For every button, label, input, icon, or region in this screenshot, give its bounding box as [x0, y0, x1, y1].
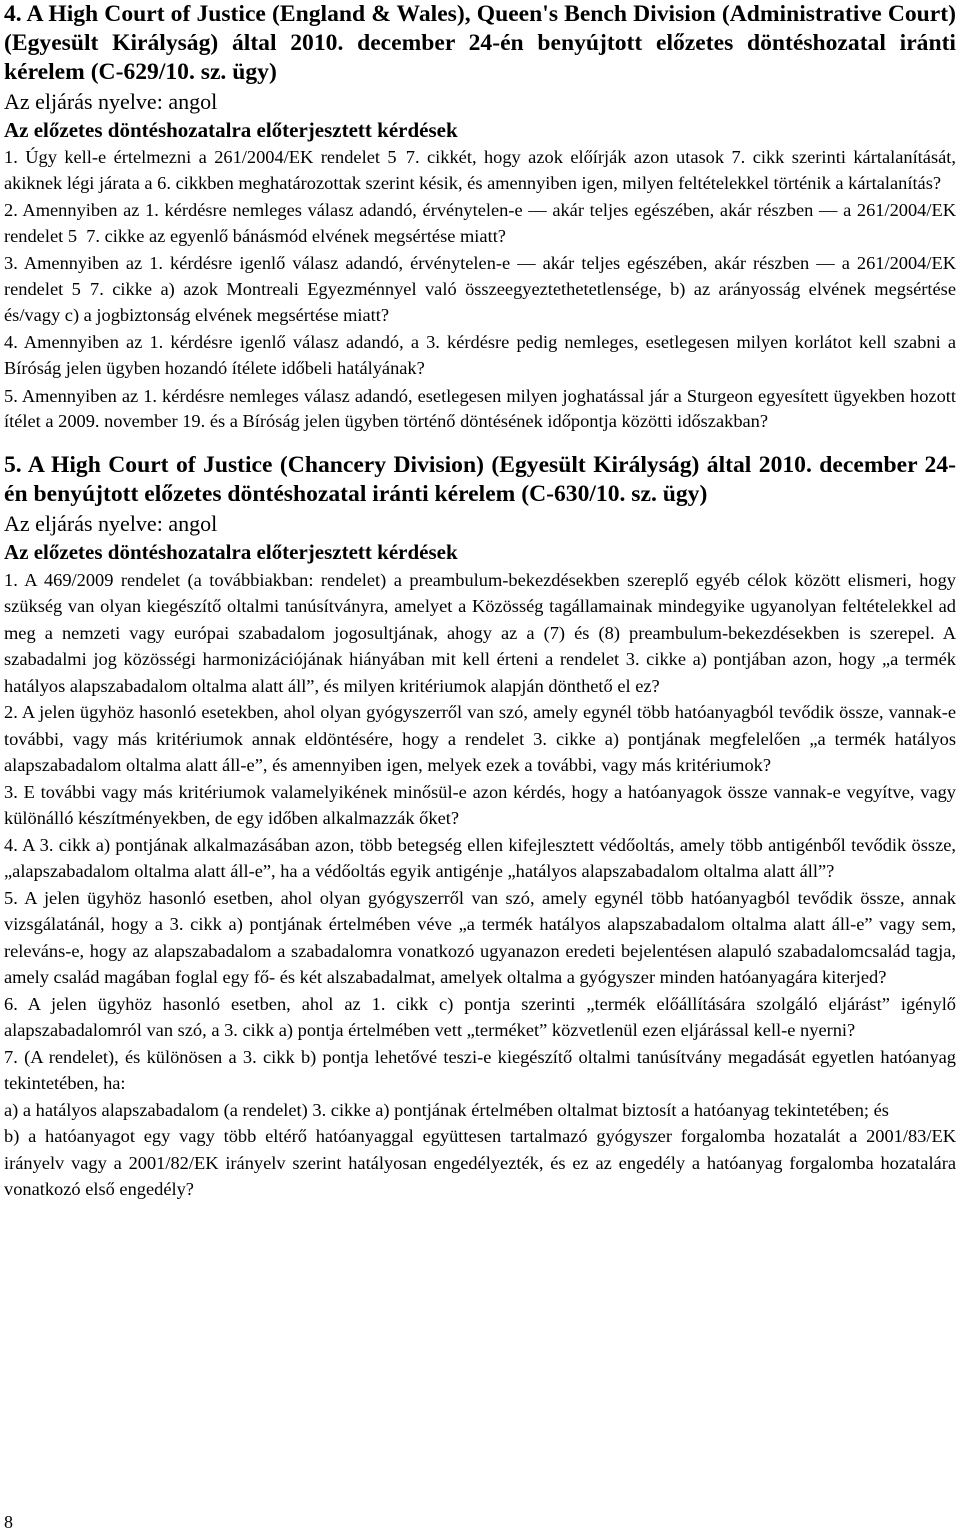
case-c-629-10: [4, 0, 956, 435]
questions-heading: Az előzetes döntéshozatalra előterjesztett kérdések: [4, 118, 458, 142]
procedure-language: Az eljárás nyelve: angol: [4, 510, 218, 536]
case-c-630-10: [4, 451, 956, 1203]
question-paragraph: 5. Amennyiben az 1. kérdésre nemleges válasz adandó, esetlegesen milyen joghatással jár a Sturgeon egyesített ügyekben hozott ítélet a 2009. november 19. és a Bíróság jelen ügyben történő döntésének időpontja közötti időszakban?: [4, 385, 956, 432]
question-paragraph: 4. A 3. cikk a) pontjának alkalmazásában azon, több betegség ellen kifejlesztett védőoltás, amely több antigénből tevődik össze, „alapszabadalom oltalma alatt áll-e”, ha a védőoltás egyik antigénje „hatályos alapszabadalom oltalma alatt áll”?: [4, 834, 956, 882]
question-paragraph: 5. A jelen ügyhöz hasonló esetben, ahol olyan gyógyszerről van szó, amely egynél több hatóanyagból tevődik össze, annak vizsgálatánál, hogy a 3. cikk a) pontjának értelmében véve „a termék hatályos alapszabadalom oltalma alatt áll-e” vagy sem, releváns-e, hogy az alapszabadalom a szabadalomra vonatkozó ugyanazon eredeti bejelentésen alapuló szabadalomcsalád tagja, amely család magában foglal egy fő- és két alszabadalmat, amelyek oltalma a gyógyszer minden hatóanyagára kiterjed?: [4, 887, 956, 988]
question-paragraph: 2. Amennyiben az 1. kérdésre nemleges válasz adandó, érvénytelen-e — akár teljes egészében, akár részben — a 261/2004/EK rendelet 5 7. cikke az egyenlő bánásmód elvének megsértése miatt?: [4, 200, 956, 246]
question-paragraph: 2. A jelen ügyhöz hasonló esetekben, ahol olyan gyógyszerről van szó, amely egynél több hatóanyagból tevődik össze, vannak-e további, vagy más kritériumok annak eldöntésére, hogy a rendelet 3. cikke a) pontjának megfelelően „a termék hatályos alapszabadalom oltalma alatt áll-e”, és amennyiben igen, melyek ezek a további, vagy más kritériumok?: [4, 702, 956, 776]
question-paragraph: 1. Úgy kell-e értelmezni a 261/2004/EK rendelet 5 7. cikkét, hogy azok előírják azon utasok 7. cikk szerinti kártalanítását, akiknek légi járata a 6. cikkben meghatározottak szerint késik, és amennyiben igen, milyen feltételekkel történik a kártalanítás?: [4, 147, 956, 193]
document-page: [4, 0, 956, 1203]
page-number: 8: [4, 1512, 13, 1532]
questions-heading: Az előzetes döntéshozatalra előterjesztett kérdések: [4, 539, 458, 564]
question-paragraph: 1. A 469/2009 rendelet (a továbbiakban: rendelet) a preambulum-bekezdésekben szereplő egyéb célok között elismeri, hogy szükség van olyan kiegészítő oltalmi tanúsítványra, amelyet a Közösség tagállamainak mindegyike ugyanolyan feltételekkel ad meg a nemzeti vagy európai szabadalom jogosultjának, ahogy az a (7) és (8) preambulum-bekezdésekben is szerepel. A szabadalmi jog közösségi harmonizációjának hiányában mit kell érteni a rendelet 3. cikke a) pontjában azon, hogy „a termék hatályos alapszabadalom oltalma alatt áll”, és milyen kritériumok alapján dönthető el ez?: [4, 569, 956, 696]
question-subpoint: a) a hatályos alapszabadalom (a rendelet) 3. cikke a) pontjának értelmében oltalmat biztosít a hatóanyag tekintetében; és: [4, 1099, 889, 1120]
question-paragraph: 7. (A rendelet), és különösen a 3. cikk b) pontja lehetővé teszi-e kiegészítő oltalmi tanúsítvány megadását egyetlen hatóanyag tekintetében, ha:: [4, 1046, 956, 1094]
procedure-language: Az eljárás nyelve: angol: [4, 89, 218, 114]
question-paragraph: 3. E további vagy más kritériumok valamelyikének minősül-e azon kérdés, hogy a hatóanyagok össze vannak-e vegyítve, vagy különálló készítményekben, de egy időben alkalmazzák őket?: [4, 781, 956, 829]
question-subpoint: b) a hatóanyagot egy vagy több eltérő hatóanyaggal együttesen tartalmazó gyógyszer forgalomba hozatalát a 2001/83/EK irányelv vagy a 2001/82/EK irányelv szerint hatályosan engedélyezték, és ez az engedély a hatóanyag forgalomba hozatalára vonatkozó első engedély?: [4, 1126, 956, 1200]
question-paragraph: 3. Amennyiben az 1. kérdésre igenlő válasz adandó, érvénytelen-e — akár teljes egészében, akár részben — a 261/2004/EK rendelet 5 7. cikke a) azok Montreali Egyezménnyel való összeegyeztethetetlensége, b) az arányosság elvének megsértése és/vagy c) a jogbiztonság elvének megsértése miatt?: [4, 253, 956, 325]
case-title: 5. A High Court of Justice (Chancery Division) (Egyesült Királyság) által 2010. december 24-én benyújtott előzetes döntéshozatal iránti kérelem (C-630/10. sz. ügy): [4, 451, 956, 507]
case-title: 4. A High Court of Justice (England & Wales), Queen's Bench Division (Administrative Court) (Egyesült Királyság) által 2010. december 24-én benyújtott előzetes döntéshozatal iránti kérelem (C-629/10. sz. ügy): [4, 1, 956, 85]
question-paragraph: 6. A jelen ügyhöz hasonló esetben, ahol az 1. cikk c) pontja szerinti „termék előállítására szolgáló eljárást” igénylő alapszabadalomról van szó, a 3. cikk a) pontja értelmében vett „terméket” közvetlenül ezen eljárással kell-e nyerni?: [4, 993, 956, 1041]
question-paragraph: 4. Amennyiben az 1. kérdésre igenlő válasz adandó, a 3. kérdésre pedig nemleges, esetlegesen milyen korlátot kell szabni a Bíróság jelen ügyben hozandó ítélete időbeli hatályának?: [4, 332, 956, 379]
